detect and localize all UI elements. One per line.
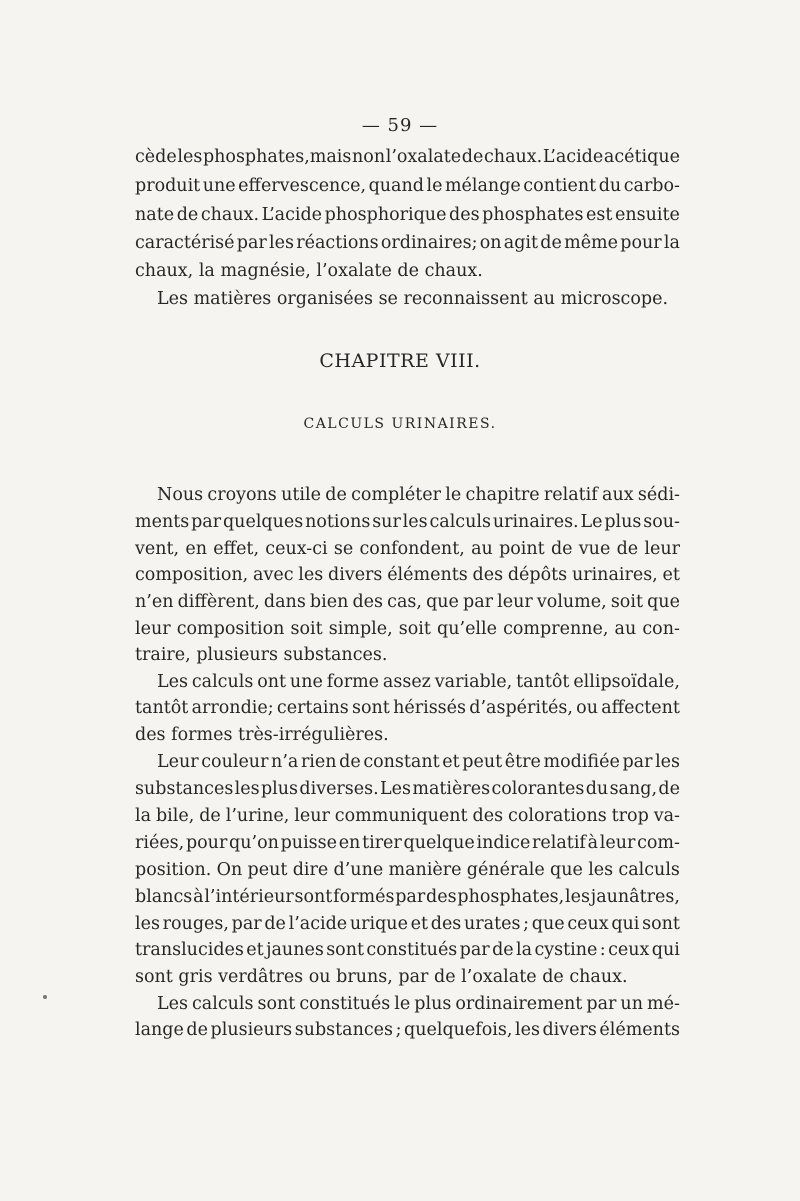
- word: cystine: [534, 940, 598, 960]
- word: à: [587, 833, 599, 853]
- word: l’oxalate: [316, 261, 392, 281]
- word: relatif: [532, 833, 586, 853]
- word: Les: [157, 994, 188, 1014]
- text-line: [157, 748, 680, 776]
- word: ou: [576, 698, 598, 718]
- word: du: [598, 176, 622, 196]
- word: qu’on: [229, 833, 279, 853]
- word: soit: [610, 592, 643, 612]
- text-line: [157, 990, 680, 1018]
- word: riées,: [135, 833, 185, 853]
- word: Nous: [157, 485, 204, 505]
- text-line: [135, 936, 680, 964]
- word: l’oxalate: [385, 147, 462, 167]
- word: bien: [309, 592, 349, 612]
- word: indice: [476, 833, 531, 853]
- word: la: [663, 233, 680, 253]
- word: la: [198, 261, 215, 281]
- word: une: [289, 672, 323, 692]
- text-line: [135, 561, 680, 589]
- word: et: [662, 565, 680, 585]
- word: une: [202, 176, 236, 196]
- word: que: [550, 860, 583, 880]
- word: couleur: [201, 752, 269, 772]
- chapter-title: CHAPITRE VIII.: [319, 350, 481, 372]
- word: substances.: [283, 645, 388, 665]
- word: par: [398, 967, 429, 987]
- word: colorations: [508, 806, 607, 826]
- word: diffèrent,: [177, 592, 260, 612]
- word: vent,: [135, 539, 180, 559]
- ink-speck: [43, 995, 47, 999]
- word: se: [378, 289, 398, 309]
- word: hérissés: [393, 698, 466, 718]
- word: par: [191, 512, 222, 532]
- word: d’une: [333, 860, 384, 880]
- text-line: [135, 588, 680, 616]
- word: nate: [135, 205, 175, 225]
- word: à: [193, 887, 204, 907]
- word: qu’elle: [437, 619, 497, 639]
- word: effervescence,: [238, 176, 367, 196]
- word: diverses.: [299, 779, 379, 799]
- word: divers: [542, 1020, 597, 1040]
- word: même: [564, 233, 619, 253]
- word: compléter: [351, 485, 441, 505]
- word: contient: [523, 176, 597, 196]
- word: ceux: [567, 914, 609, 934]
- word: que: [531, 914, 565, 934]
- word: par: [459, 940, 490, 960]
- word: microscope.: [560, 289, 669, 309]
- word: phosphorique: [324, 205, 447, 225]
- text-line: [157, 285, 680, 313]
- word: quelques: [222, 512, 304, 532]
- word: et: [246, 940, 264, 960]
- word: bile,: [155, 806, 195, 826]
- word: les: [234, 779, 260, 799]
- word: sont: [326, 940, 365, 960]
- word: gris: [178, 967, 213, 987]
- word: confondent,: [359, 539, 465, 559]
- word: tantôt: [135, 698, 189, 718]
- word: translucides: [135, 940, 244, 960]
- word: produit: [135, 176, 201, 196]
- word: leur: [644, 539, 680, 559]
- word: sont: [294, 887, 333, 907]
- word: des: [135, 725, 166, 745]
- word: matières: [412, 779, 491, 799]
- word: quelque: [403, 833, 475, 853]
- text-line: [135, 883, 680, 911]
- word: qui: [651, 940, 680, 960]
- word: du: [585, 779, 609, 799]
- text-line: [135, 257, 680, 285]
- word: mé-: [647, 994, 680, 1014]
- word: constitués: [366, 940, 458, 960]
- word: Les: [157, 672, 188, 692]
- word: peut: [462, 752, 503, 772]
- word: est: [586, 205, 613, 225]
- word: des: [352, 592, 384, 612]
- word: urinaires.: [492, 512, 579, 532]
- word: notions: [305, 512, 371, 532]
- word: point: [499, 539, 545, 559]
- word: sont: [642, 914, 680, 934]
- word: calculs: [429, 512, 491, 532]
- text-line: [135, 694, 680, 722]
- word: les: [298, 565, 324, 585]
- word: chaux.: [484, 147, 543, 167]
- word: les: [655, 752, 680, 772]
- word: manière: [388, 860, 462, 880]
- word: magnésie,: [220, 261, 311, 281]
- text-line: [135, 963, 680, 991]
- word: reconnaissent: [403, 289, 528, 309]
- text-line: [135, 829, 680, 857]
- word: le: [445, 485, 462, 505]
- word: et: [442, 752, 460, 772]
- word: de: [461, 147, 484, 167]
- word: se: [333, 539, 354, 559]
- word: plus: [604, 512, 642, 532]
- word: éléments: [599, 1020, 680, 1040]
- word: par: [622, 752, 653, 772]
- word: jaunes: [266, 940, 324, 960]
- word: des: [426, 887, 457, 907]
- word: calculs: [618, 860, 680, 880]
- word: ont: [257, 672, 287, 692]
- word: la: [135, 806, 152, 826]
- word: un: [620, 994, 643, 1014]
- word: tantôt: [516, 672, 570, 692]
- word: de: [540, 233, 562, 253]
- word: plus: [414, 994, 452, 1014]
- word: volume,: [536, 592, 607, 612]
- word: en: [338, 833, 361, 853]
- word: Les: [157, 289, 188, 309]
- word: traire,: [135, 645, 191, 665]
- word: Leur: [157, 752, 199, 772]
- word: ordinairement: [455, 994, 583, 1014]
- word: chapitre: [465, 485, 540, 505]
- text-line: [135, 143, 680, 171]
- word: leur: [294, 806, 330, 826]
- word: dépôts: [507, 565, 568, 585]
- word: ceux: [608, 940, 650, 960]
- word: dans: [263, 592, 306, 612]
- word: la: [516, 940, 533, 960]
- word: de: [264, 914, 286, 934]
- word: au: [533, 289, 556, 309]
- word: que: [426, 592, 459, 612]
- word: pour: [185, 833, 228, 853]
- word: réactions: [296, 233, 379, 253]
- word: va-: [653, 806, 680, 826]
- word: des: [449, 205, 480, 225]
- word: par: [395, 887, 426, 907]
- word: urates: [464, 914, 521, 934]
- word: très-irrégulières.: [238, 725, 389, 745]
- word: ensuite: [615, 205, 680, 225]
- word: com-: [637, 833, 680, 853]
- word: d’aspérités,: [469, 698, 573, 718]
- word: quand: [368, 176, 424, 196]
- word: le: [426, 176, 443, 196]
- text-line: [157, 481, 680, 509]
- word: L’acide: [542, 147, 604, 167]
- word: ments: [135, 512, 190, 532]
- chapter-subtitle: CALCULS URINAIRES.: [303, 416, 497, 432]
- text-line: [135, 721, 680, 749]
- word: plusieurs: [196, 645, 278, 665]
- word: plusieurs: [210, 1020, 293, 1040]
- word: modifiée: [543, 752, 620, 772]
- word: les: [565, 887, 590, 907]
- word: bruns,: [336, 967, 393, 987]
- word: divers: [328, 565, 383, 585]
- word: ellipsoïdale,: [573, 672, 680, 692]
- word: l’intérieur: [204, 887, 294, 907]
- word: carbo-: [623, 176, 680, 196]
- word: comprenne,: [503, 619, 609, 639]
- word: au: [614, 619, 637, 639]
- text-line: [135, 856, 680, 884]
- word: de: [339, 752, 361, 772]
- word: soit: [398, 619, 431, 639]
- word: Les: [380, 779, 412, 799]
- word: n’a: [271, 752, 299, 772]
- text-line: [135, 172, 680, 200]
- word: Le: [580, 512, 603, 532]
- word: sang,: [609, 779, 658, 799]
- word: générale: [466, 860, 545, 880]
- word: vue: [578, 539, 611, 559]
- word: urinaires,: [571, 565, 658, 585]
- word: chaux.: [424, 261, 483, 281]
- text-line: [135, 802, 680, 830]
- text-line: [135, 229, 680, 257]
- word: on: [479, 233, 502, 253]
- word: position.: [135, 860, 212, 880]
- word: chaux.: [569, 967, 628, 987]
- word: sédi-: [637, 485, 680, 505]
- word: communiquent: [334, 806, 468, 826]
- word: urique: [349, 914, 408, 934]
- word: l’oxalate: [461, 967, 537, 987]
- word: ;: [523, 914, 530, 934]
- word: :: [599, 940, 606, 960]
- word: leur: [599, 833, 636, 853]
- word: de: [199, 806, 221, 826]
- word: rien: [300, 752, 337, 772]
- word: sou-: [643, 512, 680, 532]
- word: trop: [611, 806, 649, 826]
- word: constant: [363, 752, 440, 772]
- word: que: [647, 592, 680, 612]
- word: substances: [294, 1020, 394, 1040]
- word: lange: [135, 1020, 184, 1040]
- word: éléments: [387, 565, 468, 585]
- word: con-: [642, 619, 680, 639]
- word: l’acide: [288, 914, 348, 934]
- word: par: [463, 592, 494, 612]
- word: ou: [308, 967, 331, 987]
- word: aux: [602, 485, 634, 505]
- word: sont: [257, 994, 296, 1014]
- word: agit: [503, 233, 539, 253]
- word: des: [472, 565, 504, 585]
- text-line: [135, 910, 680, 938]
- word: le: [394, 994, 411, 1014]
- word: de: [550, 539, 573, 559]
- word: quelquefois,: [404, 1020, 513, 1040]
- word: les: [402, 512, 428, 532]
- word: calculs: [192, 994, 254, 1014]
- word: l’urine,: [225, 806, 290, 826]
- word: substances: [135, 779, 234, 799]
- word: simple,: [328, 619, 393, 639]
- word: organisées: [276, 289, 373, 309]
- word: formes: [171, 725, 233, 745]
- word: des: [430, 914, 462, 934]
- word: ceux-ci: [265, 539, 328, 559]
- text-line: [157, 668, 680, 696]
- word: certains: [276, 698, 349, 718]
- word: variable,: [434, 672, 513, 692]
- word: relatif: [543, 485, 598, 505]
- word: par: [586, 994, 617, 1014]
- word: non: [352, 147, 386, 167]
- word: composition: [176, 619, 285, 639]
- word: leur: [135, 619, 171, 639]
- word: croyons: [207, 485, 277, 505]
- word: les: [177, 147, 203, 167]
- word: assez: [382, 672, 431, 692]
- word: pour: [620, 233, 662, 253]
- page-number: — 59 —: [361, 115, 439, 136]
- word: les: [588, 860, 614, 880]
- word: tirer: [362, 833, 402, 853]
- word: sur: [372, 512, 401, 532]
- word: les: [269, 233, 294, 253]
- word: forme: [326, 672, 380, 692]
- word: de: [397, 261, 419, 281]
- word: sont: [135, 967, 173, 987]
- word: L’acide: [261, 205, 323, 225]
- word: au: [471, 539, 493, 559]
- word: de: [186, 1020, 208, 1040]
- word: plus: [260, 779, 299, 799]
- word: de: [658, 779, 680, 799]
- word: par: [236, 233, 267, 253]
- word: phosphates,: [457, 887, 565, 907]
- word: être: [504, 752, 541, 772]
- word: soit: [290, 619, 323, 639]
- word: calculs: [191, 672, 254, 692]
- word: ;: [395, 1020, 402, 1040]
- word: mélange: [444, 176, 521, 196]
- word: jaunâtres,: [590, 887, 680, 907]
- word: blancs: [135, 887, 193, 907]
- word: On: [216, 860, 243, 880]
- word: avec: [253, 565, 294, 585]
- word: peut: [247, 860, 288, 880]
- word: utile: [281, 485, 321, 505]
- word: ordinaires;: [380, 233, 478, 253]
- word: arrondie;: [191, 698, 274, 718]
- word: par: [231, 914, 262, 934]
- word: des: [472, 806, 504, 826]
- word: colorantes: [491, 779, 585, 799]
- word: cas,: [387, 592, 422, 612]
- word: n’en: [135, 592, 174, 612]
- word: verdâtres: [218, 967, 304, 987]
- text-line: [135, 1016, 680, 1044]
- word: qui: [611, 914, 640, 934]
- word: effet,: [213, 539, 260, 559]
- text-line: [135, 641, 680, 669]
- word: rouges,: [162, 914, 229, 934]
- text-line: [135, 775, 680, 803]
- word: leur: [497, 592, 533, 612]
- text-line: [135, 201, 680, 229]
- word: acétique: [603, 147, 680, 167]
- word: les: [135, 914, 160, 934]
- text-line: [135, 535, 680, 563]
- word: les: [514, 1020, 540, 1040]
- word: de: [325, 485, 347, 505]
- word: phosphates: [482, 205, 584, 225]
- word: cède: [135, 147, 177, 167]
- word: de: [434, 967, 456, 987]
- word: affectent: [601, 698, 680, 718]
- text-line: [135, 508, 680, 536]
- word: formés: [333, 887, 395, 907]
- word: et: [410, 914, 429, 934]
- word: puisse: [280, 833, 337, 853]
- word: de: [616, 539, 639, 559]
- word: sont: [352, 698, 390, 718]
- word: en: [185, 539, 208, 559]
- word: caractérisé: [135, 233, 235, 253]
- word: composition,: [135, 565, 249, 585]
- word: de: [492, 940, 514, 960]
- word: de: [542, 967, 564, 987]
- word: matières: [193, 289, 272, 309]
- word: constitués: [299, 994, 391, 1014]
- word: dire: [292, 860, 329, 880]
- word: de: [176, 205, 199, 225]
- text-line: [135, 615, 680, 643]
- word: chaux,: [135, 261, 194, 281]
- word: phosphates,mais: [202, 147, 352, 167]
- word: chaux.: [200, 205, 260, 225]
